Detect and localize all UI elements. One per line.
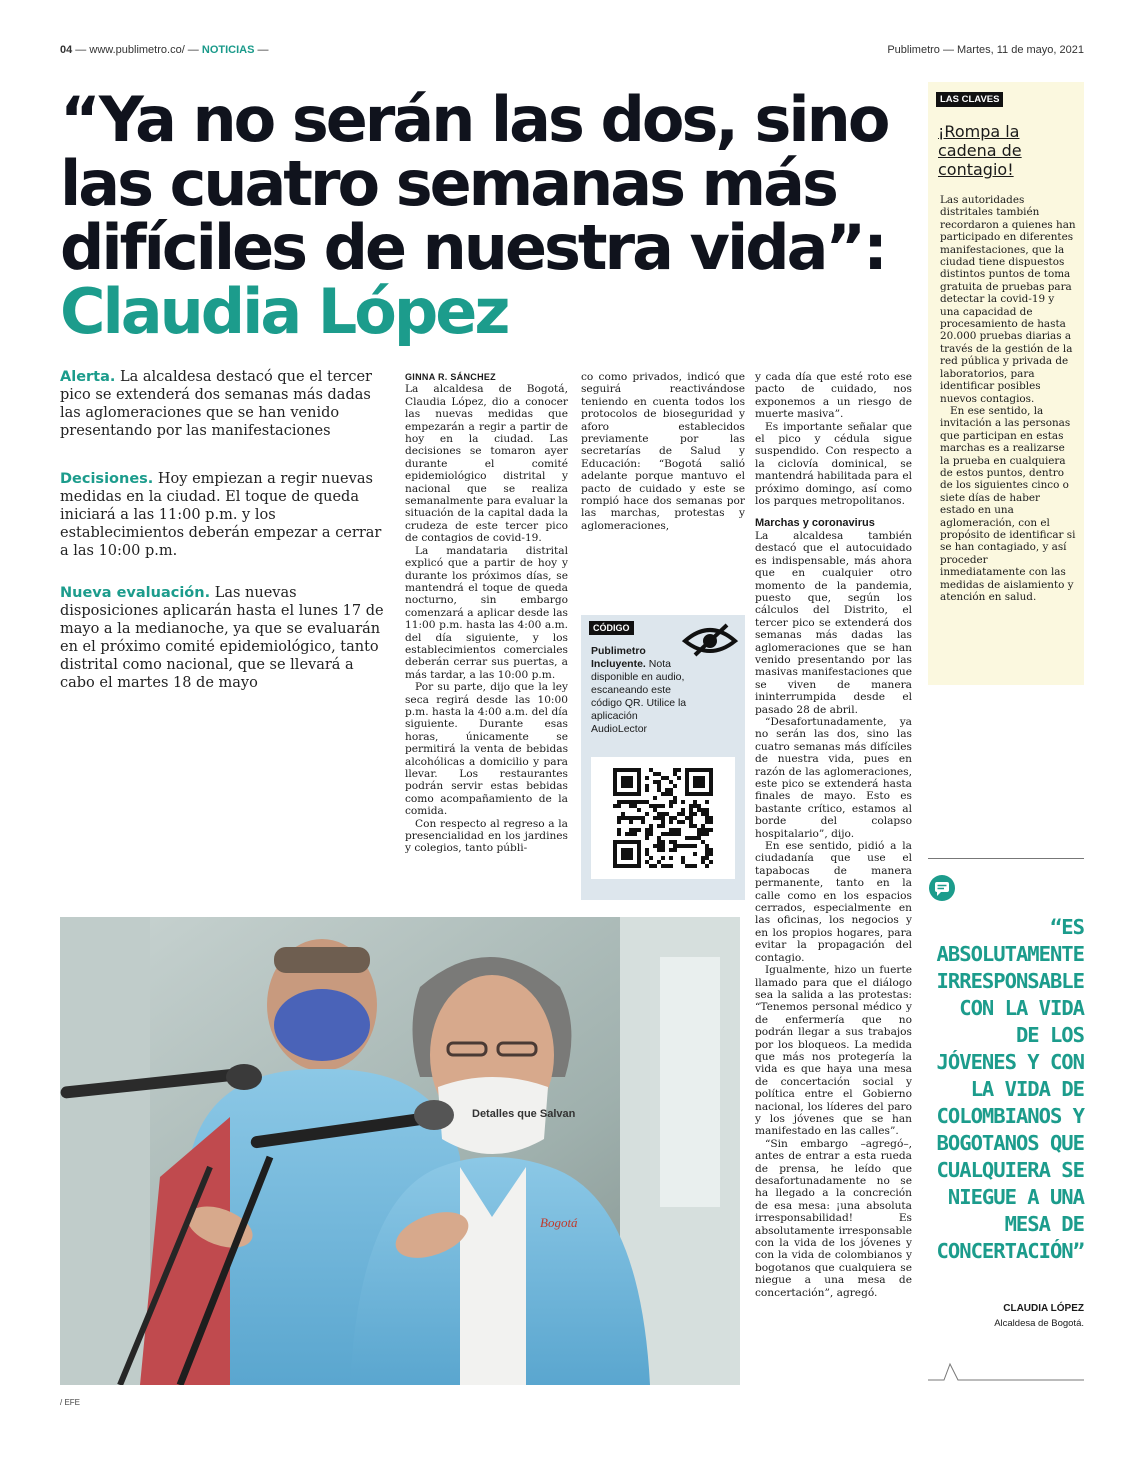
- page-number: 04: [60, 44, 73, 56]
- codigo-tag: CÓDIGO: [589, 621, 634, 635]
- deck-item-decisiones: Decisiones. Hoy empiezan a regir nuevas medidas en la ciudad. El toque de queda iniciará a las 11:00 p.m. y los establecimientos deberán empezar a cerrar a las 10:00 p.m.: [60, 471, 382, 559]
- quote-top-rule: [928, 858, 1084, 859]
- headline-quote: “Ya no serán las dos, sino las cuatro semanas más difíciles de nuestra vida”:: [60, 83, 888, 284]
- vest-text: Bogotá: [540, 1215, 578, 1230]
- quote-attribution-role: Alcaldesa de Bogotá.: [994, 1318, 1084, 1329]
- claves-title: ¡Rompa la cadena de contagio!: [938, 122, 1022, 179]
- page-header-left: 04 — www.publimetro.co/ — NOTICIAS —: [60, 44, 269, 56]
- site-url[interactable]: www.publimetro.co/: [89, 44, 185, 56]
- article-column-2: co como privados, indicó que seguirá reactivándose teniendo en cuenta todos los protocolos de bioseguridad y aforo establecidos previamente por las secretarías de Salud y Educación: “Bogotá salió adelante porque mantuvo el pacto de cuidado y este se rompió hace dos semanas por las marchas, protestas y aglomeraciones,: [581, 371, 745, 532]
- headline-name: Claudia López: [60, 275, 508, 348]
- las-claves-box: [928, 82, 1084, 685]
- quote-bottom-rule: [928, 1360, 1084, 1382]
- subhead: Marchas y coronavirus: [755, 517, 875, 530]
- photo-illustration: [60, 917, 740, 1385]
- deck-item-evaluacion: Nueva evaluación. Las nuevas disposiciones aplicarán hasta el lunes 17 de mayo a la medianoche, ya que se evaluarán en el próximo comité epidemiológico, tanto distrital como nacional, que se llevará a cabo el martes 18 de mayo: [60, 585, 384, 691]
- claves-tag: LAS CLAVES: [936, 92, 1003, 107]
- article-column-3: y cada día que esté roto ese pacto de cuidado, nos exponemos a un riesgo de muerte masiva”. Es importante señalar que el pico y cédula sigue suspendido. Con respecto a la ciclovía dominical, se mantendrá habilitada para el próximo domingo, así como los parques metropolitanos. Marchas y coronavirus La alcaldesa también destacó que el autocuidado es indispensable, más ahora que en cualquier otro momento de la pandemia, puesto que, según los cálculos del Distrito, el tercer pico se extenderá dos semanas más dadas las aglomeraciones que se han venido presentando por las masivas manifestaciones que se viven de manera ininterrumpida desde el pasado 28 de abril. “Desafortunadamente, ya no serán las dos, sino las cuatro semanas más difíciles de nuestra vida, pues en razón de las aglomeraciones, este pico se extenderá hasta finales de mayo. Esto es bastante crítico, estamos al borde del colapso hospitalario”, dijo. En ese sentido, pidió a la ciudadanía que use el tapabocas de manera permanente, tanto en la calle como en los espacios cerrados, especialmente en las oficinas, los negocios y en los propios hogares, para evitar la propagación del contagio. Igualmente, hizo un fuerte llamado para que el diálogo sea la salida a las protestas: “Tenemos personal médico y de enfermería que no podrán llegar a sus trabajos por los bloqueos. La medida que más nos protegería la vida es que haya una mesa de concertación social y política entre el Gobierno nacional, los líderes del paro y los jóvenes que se han manifestado en las calles”. “Sin embargo –agregó–, antes de entrar a esta rueda de prensa, he leído que desafortunadamente no se ha llegado a la concreción de esa mesa: ¡una absoluta irresponsabilidad! Es absolutamente irresponsable con la vida de los jóvenes y con la vida de colombianos y bogotanos que cualquiera se niegue a una mesa de concertación”, agregó.: [755, 371, 912, 1299]
- qr-code[interactable]: [591, 757, 735, 879]
- section-label: NOTICIAS: [201, 44, 255, 56]
- page-header-right: Publimetro — Martes, 11 de mayo, 2021: [887, 44, 1084, 56]
- codigo-text: Publimetro Incluyente. Nota disponible en audio, escaneando este código QR. Utilice la aplicación AudioLector: [591, 645, 687, 735]
- headline: [60, 83, 920, 348]
- mask-text: Detalles que Salvan: [472, 1108, 576, 1120]
- deck-item-alerta: Alerta. La alcaldesa destacó que el tercer pico se extenderá dos semanas más dadas las aglomeraciones que se han venido presentando por las manifestaciones: [60, 369, 372, 439]
- news-photo: [60, 917, 740, 1385]
- claves-body: Las autoridades distritales también recordaron a quienes han participado en diferentes manifestaciones, que la ciudad tiene dispuestos distintos puntos de toma gratuita de pruebas para detectar la covid-19 y una capacidad de procesamiento de hasta 20.000 pruebas diarias a través de la gestión de la red pública y privada de laboratorios, para identificar posibles nuevos contagios. En ese sentido, la invitación a las personas que participan en estas marchas es a realizarse la prueba en cualquiera de estos puntos, dentro de los siguientes cinco o siete días de haber estado en una aglomeración, con el propósito de identificar si se han contagiado, y así proceder inmediatamente con las medidas de aislamiento y atención en salud.: [940, 194, 1076, 603]
- codigo-box: [581, 615, 745, 900]
- quote-attribution-name: CLAUDIA LÓPEZ: [1003, 1303, 1084, 1314]
- pull-quote: “ES ABSOLUTAMENTE IRRESPONSABLE CON LA VIDA DE LOS JÓVENES Y CON LA VIDA DE COLOMBIANOS Y BOGOTANOS QUE CUALQUIERA SE NIEGUE A UNA MESA DE CONCERTACIÓN”: [936, 915, 1084, 1263]
- speech-bubble-icon: [928, 874, 956, 902]
- photo-credit: / EFE: [60, 1398, 81, 1407]
- byline: GINNA R. SÁNCHEZ: [405, 372, 496, 382]
- article-column-1: GINNA R. SÁNCHEZ La alcaldesa de Bogotá, Claudia López, dio a conocer las nuevas medidas que empezarán a regir a partir de hoy en la ciudad. Las decisiones se tomaron ayer durante el comité epidemiológico distrital y nacional que se realiza semanalmente para evaluar la situación de la capital dada la crudeza de este tercer pico de contagios de covid-19. La mandataria distrital explicó que a partir de hoy y durante los próximos días, se mantendrá el toque de queda nocturno, sin embargo comenzará a aplicar desde las 11:00 p.m. hasta las 4:00 a.m. del día siguiente, y los establecimientos comerciales deberán cerrar sus puertas, a más tardar, a las 10:00 p.m. Por su parte, dijo que la ley seca regirá desde las 10:00 p.m. hasta la 4:00 a.m. del día siguiente. Durante esas horas, únicamente se permitirá la venta de bebidas alcohólicas a domicilio y para llevar. Los restaurantes podrán servir estas bebidas como acompañamiento de la comida. Con respecto al regreso a la presencialidad en los jardines y colegios, tanto públi-: [405, 372, 568, 855]
